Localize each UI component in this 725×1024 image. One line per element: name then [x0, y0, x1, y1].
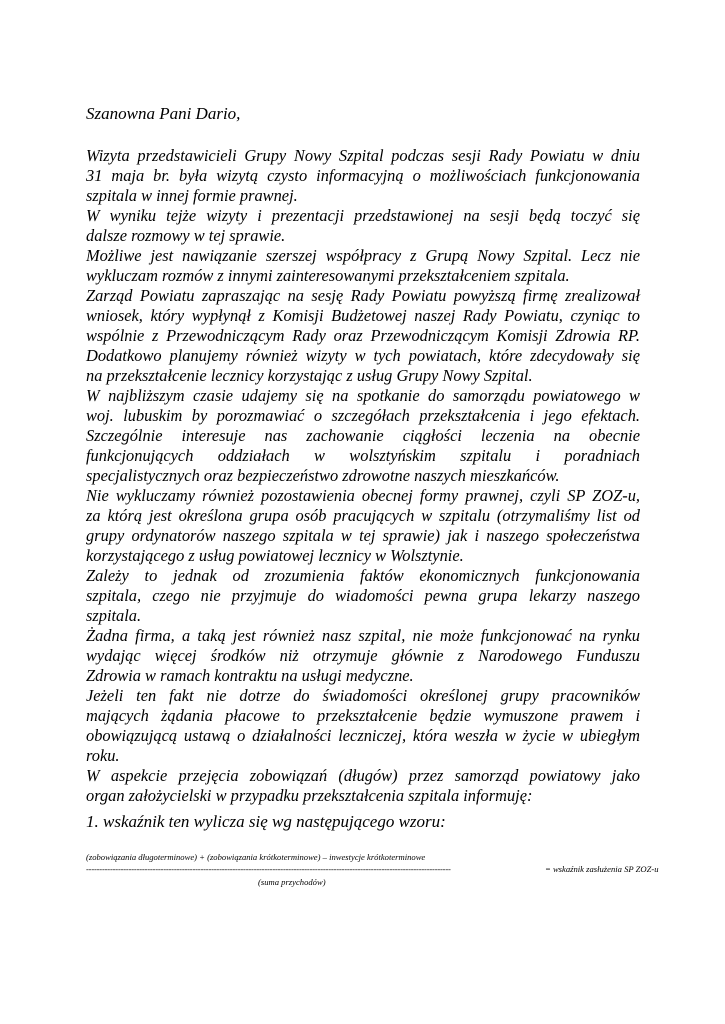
body-line: grupy ordynatorów naszego szpitala w tej sprawie) jak i naszego społeczeństwa [86, 526, 640, 545]
body-line: Dodatkowo planujemy również wizyty w tych powiatach, które zdecydowały się [86, 346, 640, 365]
formula-intro: 1. wskaźnik ten wylicza się wg następującego wzoru: [86, 812, 446, 831]
body-line: szpitala w innej formie prawnej. [86, 186, 298, 205]
body-line: Żadna firma, a taką jest również nasz szpital, nie może funkcjonować na rynku [86, 626, 640, 645]
body-line: Zdrowia w ramach kontraktu na usługi medyczne. [86, 666, 414, 685]
body-line: W aspekcie przejęcia zobowiązań (długów) przez samorząd powiatowy jako [86, 766, 640, 785]
body-line: organ założycielski w przypadku przekształcenia szpitala informuję: [86, 786, 533, 805]
formula-result: = wskaźnik zasłużenia SP ZOZ-u [545, 864, 659, 874]
body-line: W najbliższym czasie udajemy się na spotkanie do samorządu powiatowego w [86, 386, 640, 405]
body-line: wniosek, który wypłynął z Komisji Budżetowej naszej Rady Powiatu, czyniąc to [86, 306, 640, 325]
body-line: korzystającego z usług powiatowej lecznicy w Wolsztynie. [86, 546, 464, 565]
body-line: na przekształcenie lecznicy korzystając z usług Grupy Nowy Szpital. [86, 366, 533, 385]
body-line: dalsze rozmowy w tej sprawie. [86, 226, 286, 245]
body-line: 31 maja br. była wizytą czysto informacyjną o możliwościach funkcjonowania [86, 166, 640, 185]
salutation: Szanowna Pani Dario, [86, 104, 241, 123]
formula-numerator: (zobowiązania długoterminowe) + (zobowiązania krótkoterminowe) – inwestycje krótkoterminowe [86, 852, 426, 862]
body-line: za którą jest określona grupa osób pracujących w szpitalu (otrzymaliśmy list od [86, 506, 640, 525]
body-line: Możliwe jest nawiązanie szerszej współpracy z Grupą Nowy Szpital. Lecz nie [86, 246, 640, 265]
body-line: mających żądania płacowe to przekształcenie będzie wymuszone prawem i [86, 706, 640, 725]
formula-fraction-line: ----------------------------------------------------------------------------------------------------------------------------------------- [86, 864, 451, 874]
body-line: Szczególnie interesuje nas zachowanie ciągłości leczenia na obecnie [86, 426, 640, 445]
body-line: Zarząd Powiatu zapraszając na sesję Rady Powiatu powyższą firmę zrealizował [86, 286, 640, 305]
body-line: wspólnie z Przewodniczącym Rady oraz Przewodniczącym Komisji Zdrowia RP. [86, 326, 640, 345]
body-line: Nie wykluczamy również pozostawienia obecnej formy prawnej, czyli SP ZOZ-u, [86, 486, 640, 505]
body-line: roku. [86, 746, 120, 765]
body-line: szpitala, czego nie przyjmuje do wiadomości pewna grupa lekarzy naszego [86, 586, 640, 605]
body-line: funkcjonujących oddziałach w wolsztyńskim szpitalu i poradniach [86, 446, 640, 465]
body-line: wydając więcej środków niż otrzymuje głównie z Narodowego Funduszu [86, 646, 640, 665]
body-line: wykluczam rozmów z innymi zainteresowanymi przekształceniem szpitala. [86, 266, 570, 285]
formula-denominator: (suma przychodów) [258, 877, 326, 887]
body-line: W wyniku tejże wizyty i prezentacji przedstawionej na sesji będą toczyć się [86, 206, 640, 225]
body-line: obowiązującą ustawą o działalności leczniczej, która weszła w życie w ubiegłym [86, 726, 640, 745]
body-line: woj. lubuskim by porozmawiać o szczegółach przekształcenia i jego efektach. [86, 406, 640, 425]
body-line: Zależy to jednak od zrozumienia faktów ekonomicznych funkcjonowania [86, 566, 640, 585]
body-line: specjalistycznych oraz bezpieczeństwo zdrowotne naszych mieszkańców. [86, 466, 560, 485]
body-line: szpitala. [86, 606, 142, 625]
body-line: Wizyta przedstawicieli Grupy Nowy Szpital podczas sesji Rady Powiatu w dniu [86, 146, 640, 165]
body-line: Jeżeli ten fakt nie dotrze do świadomości określonej grupy pracowników [86, 686, 640, 705]
